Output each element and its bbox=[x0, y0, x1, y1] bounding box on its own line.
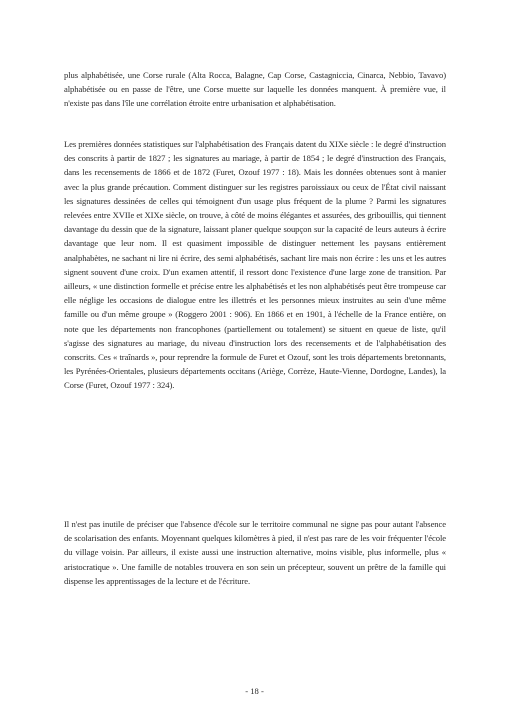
paragraph-2 bbox=[64, 137, 446, 393]
paragraph-text: Il n'est pas inutile de préciser que l'absence d'école sur le territoire communal ne signe pas pour autant l'absence de scolarisation des enfants. Moyennant quelques kilomètres à pied, il n'est pas rare de les voir fréquenter l'école du village voisin. Par ailleurs, il existe aussi une instruction alternative, moins visible, plus informelle, plus « aristocratique ». Une famille de notables trouvera en son sein un précepteur, souvent un prêtre de la famille qui dispense les apprentissages de la lecture et de l'écriture. bbox=[64, 519, 446, 586]
paragraph-text: plus alphabétisée, une Corse rurale (Alta Rocca, Balagne, Cap Corse, Castagniccia, Cinarca, Nebbio, Tavavo) alphabétisée ou en passe de l'être, une Corse muette sur laquelle les données manquent. À première vue, il n'existe pas dans l'île une corrélation étroite entre urbanisation et alphabétisation. bbox=[64, 70, 446, 109]
page-number: - 18 - bbox=[245, 686, 264, 696]
paragraph-1 bbox=[64, 68, 446, 111]
paragraph-text: Les premières données statistiques sur l'alphabétisation des Français datent du XIXe siècle : le degré d'instruction des conscrits à partir de 1827 ; les signatures au mariage, à partir de 1854 ; le degré d'instruction des Français, dans les recensements de 1866 et de 1872 (Furet, Ozouf 1977 : 18). Mais les données obtenues sont à manier avec la plus grande précaution. Comment distinguer sur les registres paroissiaux ou ceux de l'État civil naissant les signatures dessinées de celles qui témoignent d'un usage plus fréquent de la plume ? Parmi les signatures relevées entre XVIIe et XIXe siècle, on trouve, à côté de moins élégantes et assurées, des gribouillis, qui tiennent davantage du dessin que de la signature, laissant planer quelque soupçon sur la capacité de leurs auteurs à écrire davantage que leur nom. Il est quasiment impossible de distinguer nettement les paysans entièrement analphabètes, ne sachant ni lire ni écrire, des semi alphabétisés, sachant lire mais non écrire : les uns et les autres signent souvent d'une croix. D'un examen attentif, il ressort donc l'existence d'une large zone de transition. Par ailleurs, « une distinction formelle et précise entre les alphabétisés et les non alphabétisés peut être trompeuse car elle néglige les occasions de dialogue entre les illettrés et les personnes mieux instruites au sein d'une même famille ou d'un même groupe » (Roggero 2001 : 906). En 1866 et en 1901, à l'échelle de la France entière, on note que les départements non francophones (partiellement ou totalement) se situent en queue de liste, qu'il s'agisse des signatures au mariage, du niveau d'instruction lors des recensements et de l'alphabétisation des conscrits. Ces « traînards », pour reprendre la formule de Furet et Ozouf, sont les trois départements bretonnants, les Pyrénées-Orientales, plusieurs départements occitans (Ariège, Corrèze, Haute-Vienne, Dordogne, Landes), la Corse (Furet, Ozouf 1977 : 324). bbox=[64, 139, 446, 391]
paragraph-3 bbox=[64, 517, 446, 588]
